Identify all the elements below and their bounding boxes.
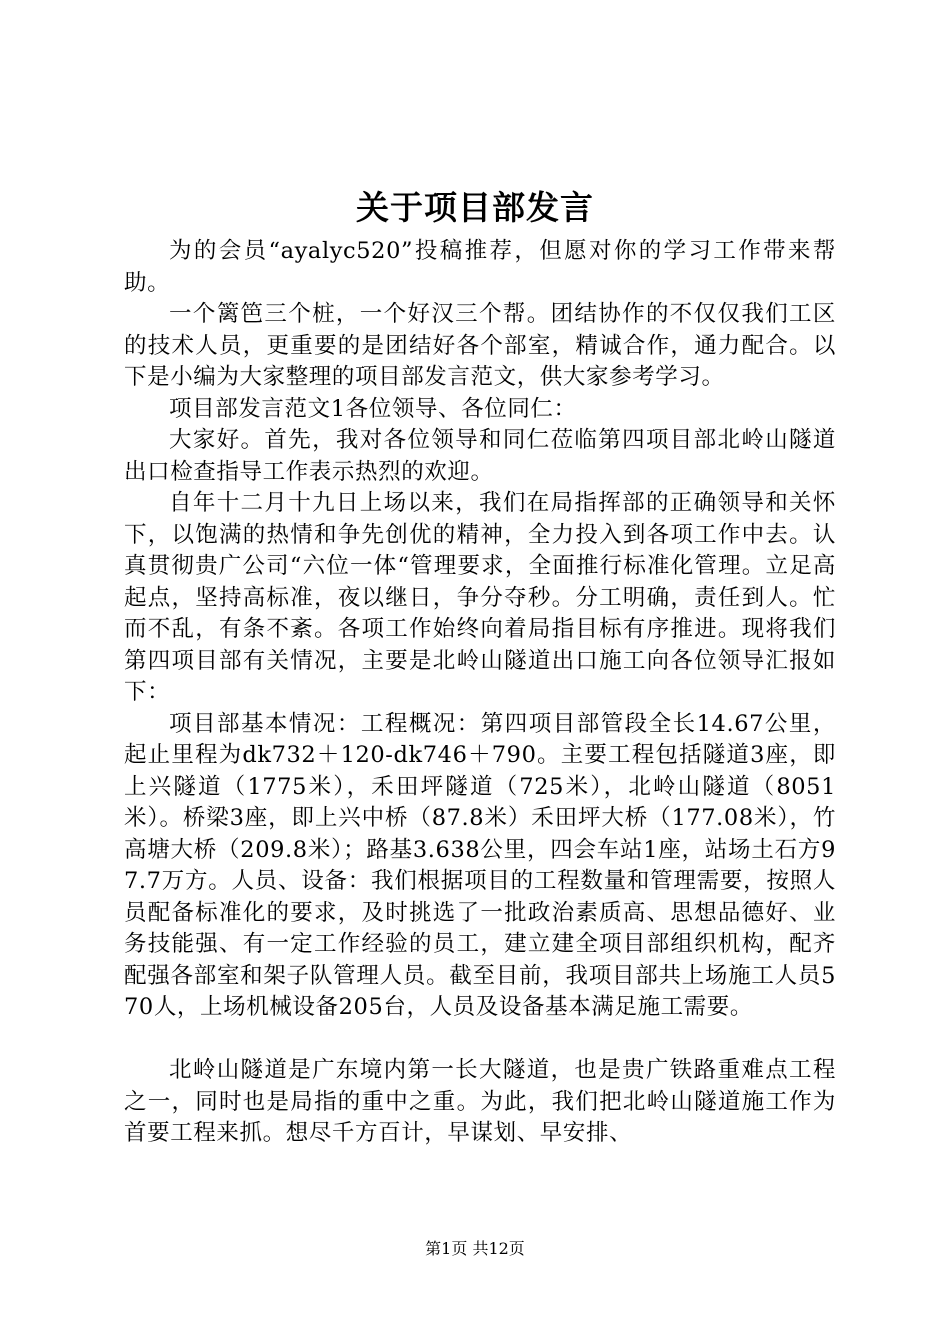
page-footer: 第1页 共12页 xyxy=(425,1239,525,1258)
paragraph-project-overview: 项目部基本情况：工程概况：第四项目部管段全长14.67公里，起止里程为dk732＋120-dk746＋790。主要工程包括隧道3座，即上兴隧道（1775米），禾田坪隧道（725米），北岭山隧道（8051米）。桥梁3座，即上兴中桥（87.8米）禾田坪大桥（177.08米），竹高塘大桥（209.8米）；路基3.638公里，四会车站1座，站场土石方97.7万方。人员、设备：我们根据项目的工程数量和管理需要，按照人员配备标准化的要求，及时挑选了一批政治素质高、思想品德好、业务技能强、有一定工作经验的员工，建立建全项目部组织机构，配齐配强各部室和架子队管理人员。截至目前，我项目部共上场施工人员570人，上场机械设备205台，人员及设备基本满足施工需要。 xyxy=(124,710,836,1020)
paragraph-tunnel: 北岭山隧道是广东境内第一长大隧道，也是贵广铁路重难点工程之一，同时也是局指的重中之重。为此，我们把北岭山隧道施工作为首要工程来抓。想尽千方百计，早谋划、早安排、 xyxy=(124,1057,836,1146)
paragraph-intro: 为的会员“ayalyc520”投稿推荐，但愿对你的学习工作带来帮助。 xyxy=(124,238,836,296)
paragraph-sample-heading: 项目部发言范文1各位领导、各位同仁： xyxy=(169,395,577,422)
paragraph-greeting: 大家好。首先，我对各位领导和同仁莅临第四项目部北岭山隧道出口检查指导工作表示热烈的欢迎。 xyxy=(124,427,836,485)
paragraph-work-summary: 自年十二月十九日上场以来，我们在局指挥部的正确领导和关怀下，以饱满的热情和争先创优的精神，全力投入到各项工作中去。认真贯彻贵广公司“六位一体“管理要求，全面推行标准化管理。立足高起点，坚持高标准，夜以继日，争分夺秒。分工明确，责任到人。忙而不乱，有条不紊。各项工作始终向着局指目标有序推进。现将我们第四项目部有关情况，主要是北岭山隧道出口施工向各位领导汇报如下： xyxy=(124,490,836,705)
paragraph-teamwork: 一个篱笆三个桩，一个好汉三个帮。团结协作的不仅仅我们工区的技术人员，更重要的是团结好各个部室，精诚合作，通力配合。以下是小编为大家整理的项目部发言范文，供大家参考学习。 xyxy=(124,301,836,390)
page-title: 关于项目部发言 xyxy=(356,188,594,227)
paragraph-gap xyxy=(124,1024,836,1056)
document-body xyxy=(124,236,836,1150)
